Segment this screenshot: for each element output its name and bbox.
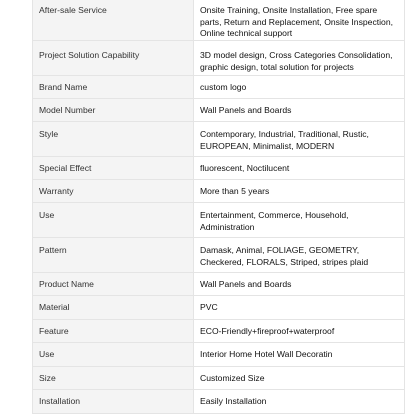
spec-value: Customized Size [194, 367, 405, 390]
table-row [33, 296, 405, 320]
spec-value: PVC [194, 296, 405, 320]
spec-value: Damask, Animal, FOLIAGE, GEOMETRY, Checkered, FLORALS, Striped, stripes plaid [194, 238, 405, 273]
spec-label: Installation [33, 390, 194, 414]
table-row [33, 203, 405, 238]
specification-table [32, 0, 405, 414]
spec-label: Use [33, 203, 194, 238]
spec-value: Interior Home Hotel Wall Decoratin [194, 343, 405, 367]
spec-value: fluorescent, Noctilucent [194, 157, 405, 180]
spec-label: Special Effect [33, 157, 194, 180]
spec-label: Project Solution Capability [33, 41, 194, 76]
spec-value: Onsite Training, Onsite Installation, Free spare parts, Return and Replacement, Onsite Inspection, Online technical support [194, 0, 405, 41]
spec-label: Use [33, 343, 194, 367]
spec-value: Wall Panels and Boards [194, 273, 405, 296]
table-row [33, 122, 405, 157]
spec-value: Entertainment, Commerce, Household, Administration [194, 203, 405, 238]
spec-value: More than 5 years [194, 180, 405, 203]
spec-label: Pattern [33, 238, 194, 273]
spec-label: Feature [33, 320, 194, 343]
table-row [33, 99, 405, 122]
spec-label: Brand Name [33, 76, 194, 99]
spec-value: custom logo [194, 76, 405, 99]
spec-value: 3D model design, Cross Categories Consolidation, graphic design, total solution for projects [194, 41, 405, 76]
table-row [33, 390, 405, 414]
spec-label: Product Name [33, 273, 194, 296]
spec-label: Size [33, 367, 194, 390]
spec-value: Easily Installation [194, 390, 405, 414]
spec-label: Style [33, 122, 194, 157]
table-row [33, 0, 405, 41]
spec-label: Warranty [33, 180, 194, 203]
spec-label: Model Number [33, 99, 194, 122]
table-row [33, 343, 405, 367]
table-row [33, 273, 405, 296]
spec-value: Contemporary, Industrial, Traditional, Rustic, EUROPEAN, Minimalist, MODERN [194, 122, 405, 157]
table-row [33, 367, 405, 390]
table-row [33, 238, 405, 273]
spec-label: Material [33, 296, 194, 320]
table-row [33, 76, 405, 99]
table-row [33, 157, 405, 180]
spec-value: ECO-Friendly+fireproof+waterproof [194, 320, 405, 343]
spec-value: Wall Panels and Boards [194, 99, 405, 122]
spec-label: After-sale Service [33, 0, 194, 41]
table-row [33, 180, 405, 203]
table-row [33, 320, 405, 343]
table-row [33, 41, 405, 76]
